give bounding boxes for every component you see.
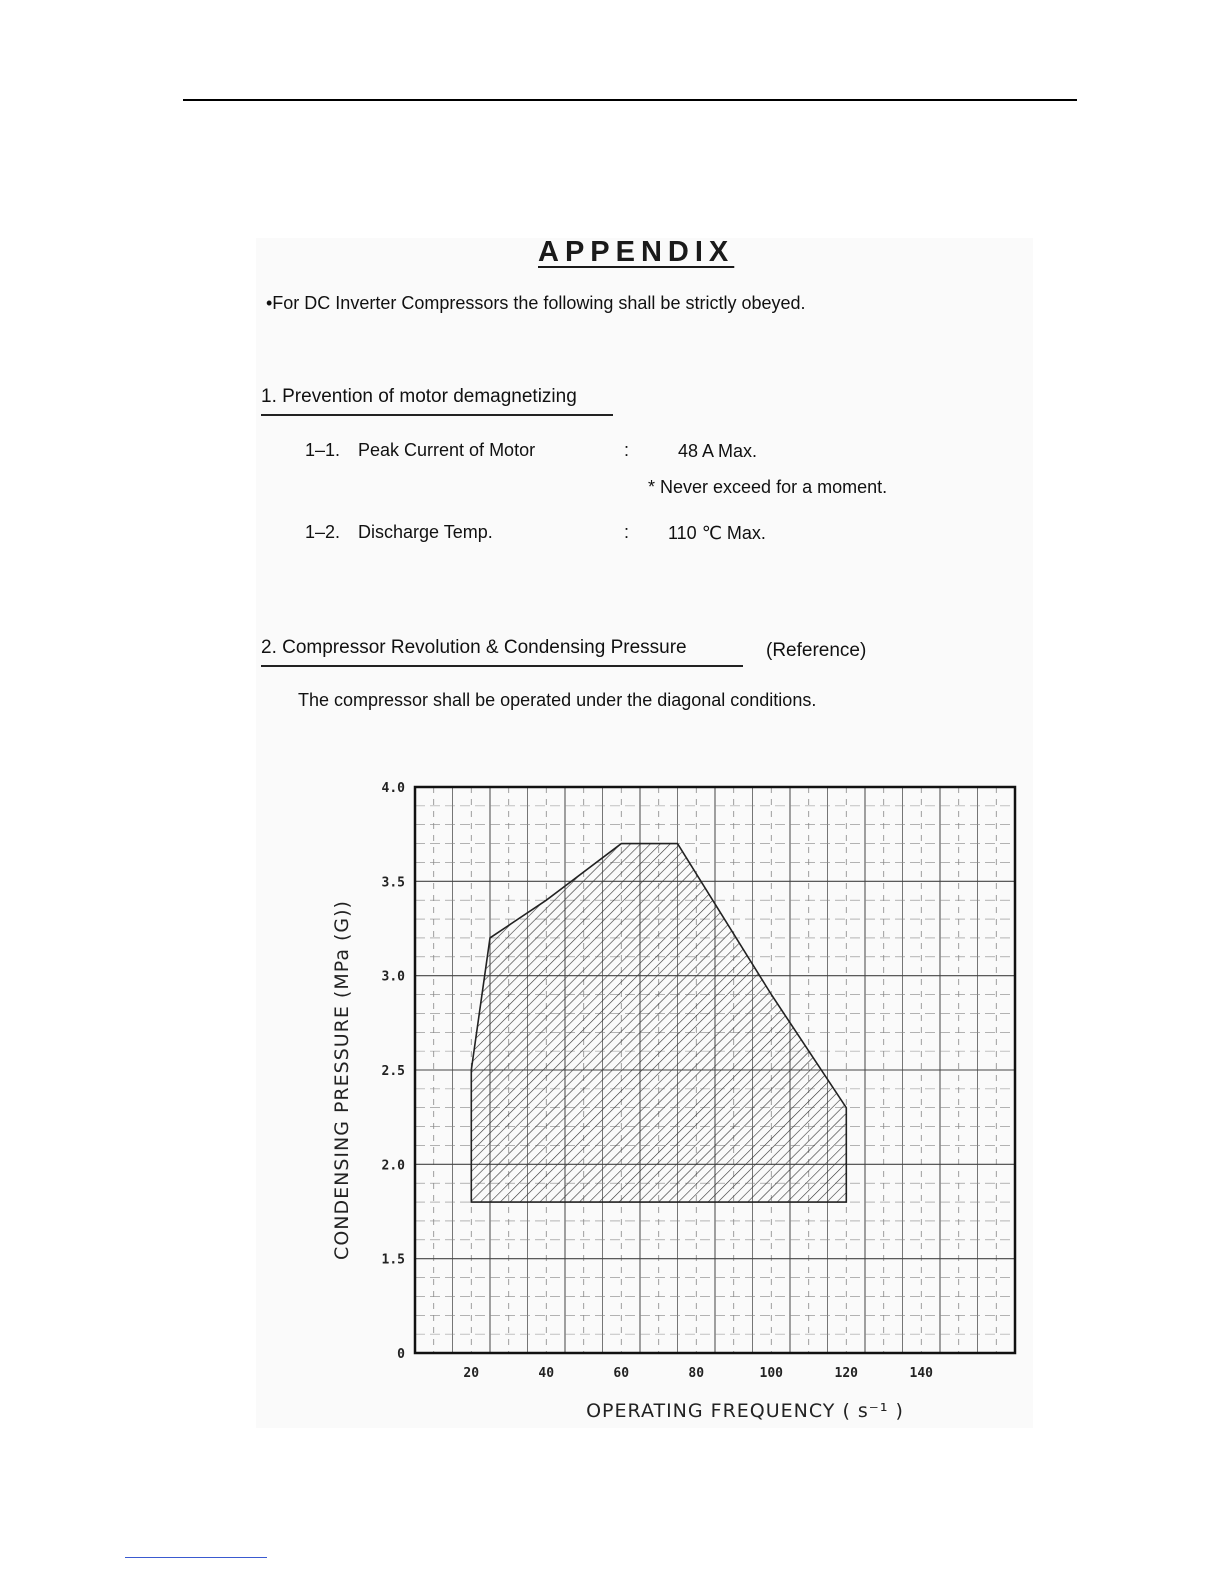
- peak-current-note: * Never exceed for a moment.: [648, 477, 888, 497]
- footer-link-rule: [125, 1557, 267, 1558]
- item-1-1-value: 48 A Max.: [678, 441, 758, 461]
- x-tick-label: 140: [909, 1366, 933, 1381]
- y-tick-label: 3.0: [381, 969, 405, 985]
- x-tick-label: 120: [834, 1366, 858, 1381]
- y-tick-label: 2.0: [381, 1158, 405, 1174]
- item-1-1-number: 1–1.: [305, 440, 341, 460]
- item-1-2-label: Discharge Temp.: [358, 522, 493, 542]
- x-tick-label: 100: [759, 1366, 783, 1381]
- item-1-1-colon: :: [624, 440, 630, 460]
- section-1-heading: 1. Prevention of motor demagnetizing: [261, 386, 613, 416]
- x-tick-label: 20: [463, 1366, 480, 1381]
- item-1-2-colon: :: [624, 522, 630, 542]
- item-1-2-value: 110 ℃ Max.: [668, 523, 766, 543]
- header-rule: [183, 99, 1077, 101]
- x-axis-label: OPERATING FREQUENCY ( s⁻¹ ): [586, 1400, 904, 1422]
- operating-range-chart: [318, 770, 1030, 1430]
- page-title: APPENDIX: [538, 236, 735, 268]
- section-2-heading: 2. Compressor Revolution & Condensing Pressure: [261, 637, 743, 667]
- x-tick-label: 40: [538, 1366, 555, 1381]
- y-tick-label: 3.5: [381, 875, 405, 891]
- operating-condition-text: The compressor shall be operated under the diagonal conditions.: [298, 690, 817, 710]
- x-tick-label: 80: [688, 1366, 705, 1381]
- item-1-2-number: 1–2.: [305, 522, 341, 542]
- y-tick-label: 0: [397, 1347, 405, 1362]
- reference-label: (Reference): [766, 640, 867, 661]
- y-tick-label: 4.0: [381, 781, 405, 796]
- item-1-1-label: Peak Current of Motor: [358, 440, 536, 460]
- x-tick-label: 60: [613, 1366, 630, 1381]
- y-tick-label: 2.5: [381, 1064, 405, 1079]
- intro-text: •For DC Inverter Compressors the following shall be strictly obeyed.: [266, 293, 806, 313]
- y-tick-label: 1.5: [381, 1252, 405, 1268]
- y-axis-label: CONDENSING PRESSURE (MPa (G)): [331, 900, 353, 1260]
